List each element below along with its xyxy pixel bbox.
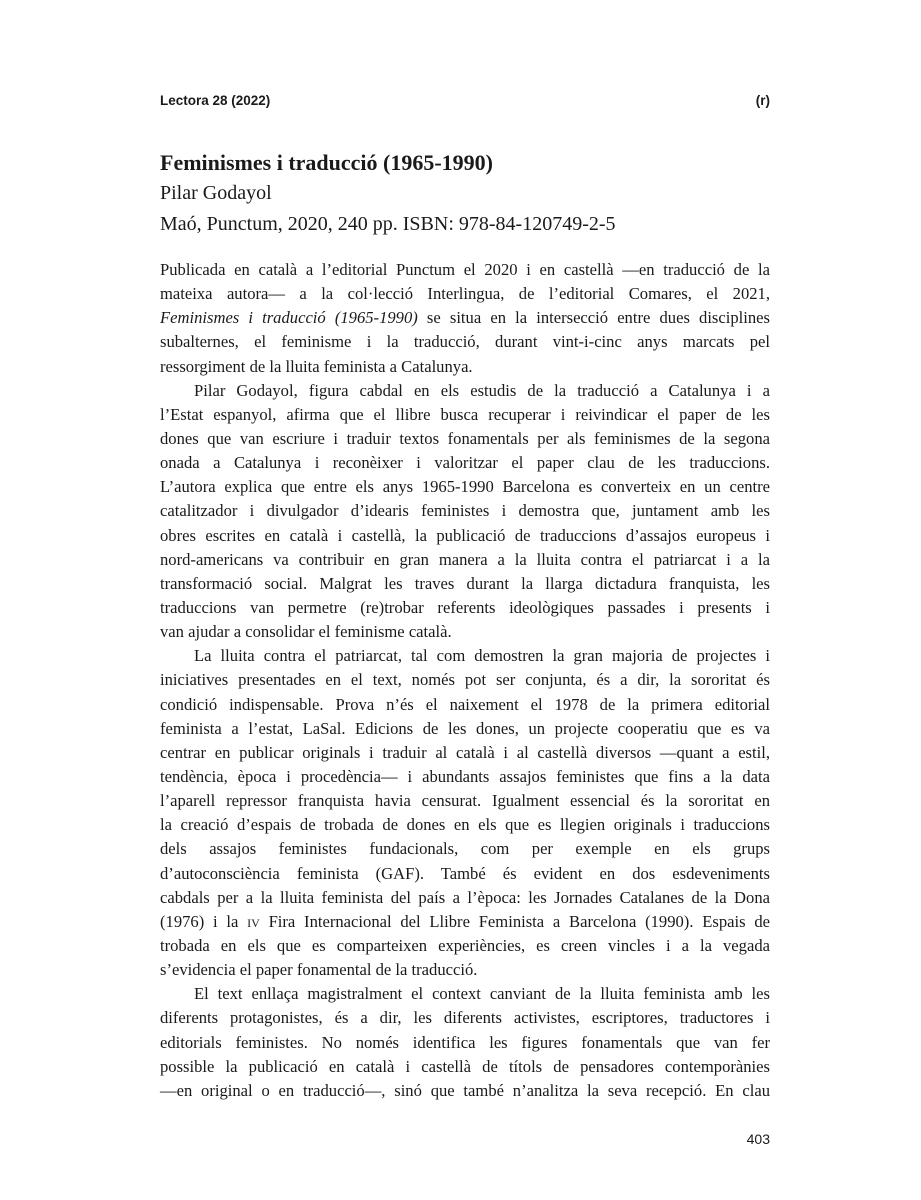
paragraph	[160, 982, 770, 1103]
text-segment: transformació social. Malgrat les traves durant la llarga dictadura franquista, les	[160, 573, 770, 593]
text-line	[160, 934, 770, 958]
text-line	[160, 837, 770, 861]
text-segment: centrar en publicar originals i traduir al català i al castellà diversos —quant a estil,	[160, 742, 770, 762]
publication-details: Maó, Punctum, 2020, 240 pp. ISBN: 978-84-120749-2-5	[160, 213, 616, 235]
text-segment: dels assajos feministes fundacionals, com per exemple en els grups	[160, 839, 770, 859]
text-line	[160, 499, 770, 523]
text-line	[160, 306, 770, 330]
text-line	[160, 330, 770, 354]
text-line	[160, 958, 770, 982]
text-line	[160, 910, 770, 934]
text-line	[160, 1006, 770, 1030]
paragraph	[160, 379, 770, 645]
text-segment: Fira Internacional del Llibre Feminista a Barcelona (1990). Espais de	[259, 911, 770, 931]
text-segment: El text enllaça magistralment el context canviant de la lluita feminista amb les	[194, 984, 770, 1004]
text-line	[160, 886, 770, 910]
text-line	[160, 813, 770, 837]
text-line	[160, 620, 770, 644]
review-author: Pilar Godayol	[160, 182, 272, 204]
text-line	[160, 717, 770, 741]
text-line	[160, 789, 770, 813]
text-line	[160, 644, 770, 668]
text-segment: cabdals per a la lluita feminista del país a l’època: les Jornades Catalanes de la Dona	[160, 887, 770, 907]
text-segment: catalitzador i divulgador d’idearis feministes i demostra que, juntament amb les	[160, 501, 770, 521]
review-title: Feminismes i traducció (1965-1990)	[160, 150, 493, 175]
text-line	[160, 403, 770, 427]
text-line	[160, 982, 770, 1006]
small-caps-numeral: iv	[247, 911, 260, 931]
text-line	[160, 572, 770, 596]
text-segment: possible la publicació en català i castellà de títols de pensadores contemporànies	[160, 1056, 770, 1076]
text-line	[160, 282, 770, 306]
text-segment: s’evidencia el paper fonamental de la traducció.	[160, 960, 478, 980]
text-segment: editorials feministes. No només identifica les figures fonamentals que van fer	[160, 1032, 770, 1052]
text-segment: La lluita contra el patriarcat, tal com demostren la gran majoria de projectes i	[194, 646, 770, 666]
paragraph	[160, 644, 770, 982]
text-segment: subalternes, el feminisme i la traducció, durant vint-i-cinc anys marcats pel	[160, 332, 770, 352]
text-segment: tendència, època i procedència— i abundants assajos feministes que fins a la data	[160, 766, 770, 786]
text-segment: dones que van escriure i traduir textos fonamentals per als feminismes de la segona	[160, 428, 770, 448]
text-line	[160, 258, 770, 282]
text-segment: l’aparell repressor franquista havia censurat. Igualment essencial és la sororitat en	[160, 791, 770, 811]
text-segment: d’autoconsciència feminista (GAF). També és evident en dos esdeveniments	[160, 863, 770, 883]
text-segment: ressorgiment de la lluita feminista a Catalunya.	[160, 356, 473, 376]
text-segment: mateixa autora— a la col·lecció Interlingua, de l’editorial Comares, el 2021,	[160, 284, 770, 304]
text-segment: se situa en la intersecció entre dues disciplines	[417, 308, 770, 328]
text-line	[160, 427, 770, 451]
italic-book-title: Feminismes i traducció (1965-1990)	[160, 308, 418, 328]
text-line	[160, 379, 770, 403]
text-line	[160, 451, 770, 475]
journal-header: Lectora 28 (2022)	[160, 93, 271, 108]
text-line	[160, 1055, 770, 1079]
text-segment: condició indispensable. Prova n’és el naixement el 1978 de la primera editorial	[160, 694, 770, 714]
paragraph	[160, 258, 770, 379]
text-segment: —en original o en traducció—, sinó que també n’analitza la seva recepció. En clau	[160, 1080, 770, 1100]
text-segment: van ajudar a consolidar el feminisme català.	[160, 622, 452, 642]
text-line	[160, 1031, 770, 1055]
text-line	[160, 475, 770, 499]
text-line	[160, 862, 770, 886]
section-mark: (r)	[755, 93, 770, 108]
text-segment: Pilar Godayol, figura cabdal en els estudis de la traducció a Catalunya i a	[194, 380, 770, 400]
text-segment: traduccions van permetre (re)trobar referents ideològiques passades i presents i	[160, 597, 770, 617]
text-segment: iniciatives presentades en el text, només pot ser conjunta, és a dir, la sororitat és	[160, 670, 770, 690]
text-line	[160, 524, 770, 548]
text-segment: onada a Catalunya i reconèixer i valoritzar el paper clau de les traduccions.	[160, 453, 770, 473]
page-number: 403	[746, 1131, 770, 1147]
text-line	[160, 355, 770, 379]
text-segment: nord-americans va contribuir en gran manera a la lluita contra el patriarcat i a la	[160, 549, 770, 569]
text-line	[160, 765, 770, 789]
text-line	[160, 548, 770, 572]
review-body	[160, 258, 770, 1103]
text-segment: Publicada en català a l’editorial Punctum el 2020 i en castellà —en traducció de la	[160, 260, 770, 279]
text-segment: diferents protagonistes, és a dir, les diferents activistes, escriptores, traductores i	[160, 1008, 770, 1028]
text-segment: la creació d’espais de trobada de dones en els que es llegien originals i traduccions	[160, 815, 770, 835]
text-line	[160, 596, 770, 620]
text-segment: (1976) i la	[160, 911, 248, 931]
text-segment: l’Estat espanyol, afirma que el llibre busca recuperar i reivindicar el paper de les	[160, 404, 770, 424]
text-segment: feminista a l’estat, LaSal. Edicions de les dones, un projecte cooperatiu que es va	[160, 718, 770, 738]
text-segment: trobada en els que es comparteixen experiències, es creen vincles i a la vegada	[160, 935, 770, 955]
text-line	[160, 741, 770, 765]
text-line	[160, 1079, 770, 1103]
text-segment: obres escrites en català i castellà, la publicació de traduccions d’assajos europeus i	[160, 525, 770, 545]
text-line	[160, 693, 770, 717]
text-segment: L’autora explica que entre els anys 1965-1990 Barcelona es converteix en un centre	[160, 477, 770, 497]
text-line	[160, 668, 770, 692]
